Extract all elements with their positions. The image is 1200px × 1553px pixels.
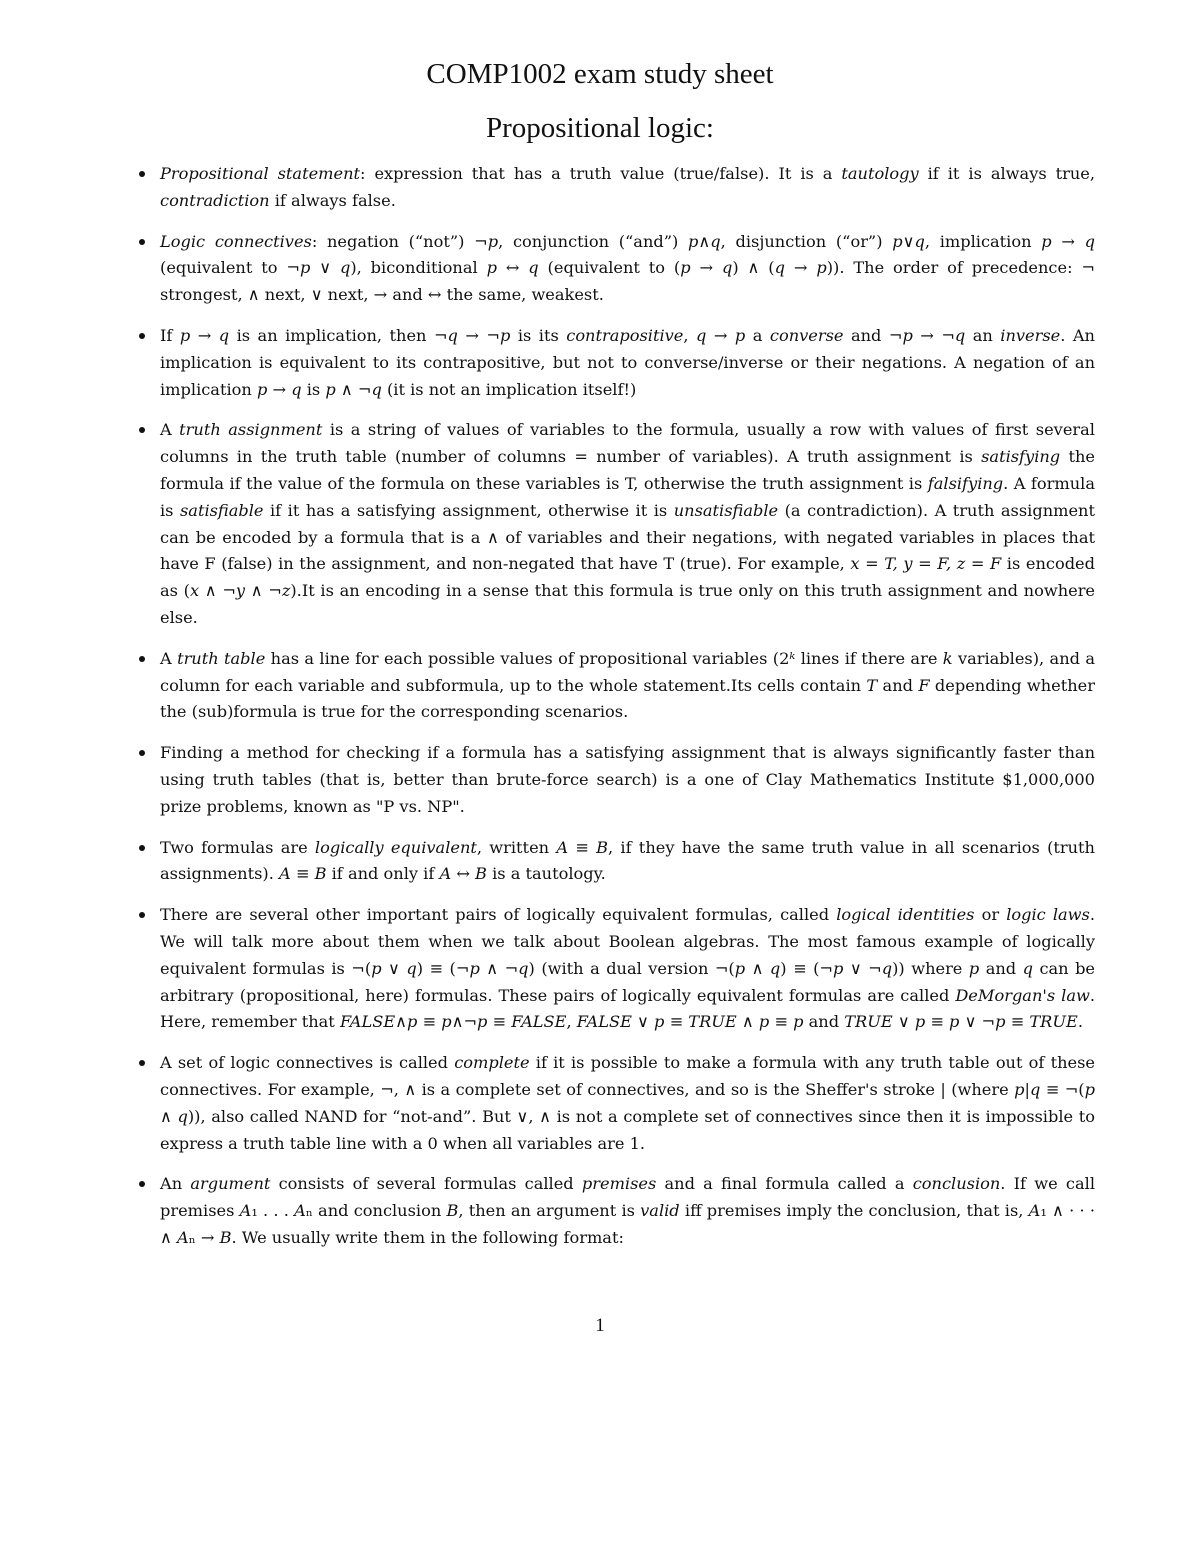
text-segment: is a string of values of variables to the formula, usually a row with values of first several columns in the truth table (number of columns = number of variables). A truth assignment is: [160, 420, 1095, 467]
italic-text: complete: [454, 1053, 530, 1073]
italic-text: satisfying: [981, 447, 1061, 467]
text-segment: There are several other important pairs of logically equivalent formulas, called: [160, 905, 837, 925]
text-segment: , conjunction (“and”): [498, 231, 689, 251]
text-segment: A set of logic connectives is called: [160, 1053, 455, 1073]
text-segment: , disjunction (“or”): [720, 231, 893, 251]
italic-text: q: [914, 231, 925, 251]
text-segment: ≡: [664, 1012, 689, 1032]
text-segment: Finding a method for checking if a formula has a satisfying assignment that is always significantly faster than using truth tables (that is, better than brute-force search) is a one of Clay Mathematics Institute $1,000,000 prize problems, known as "P vs. NP".: [160, 743, 1095, 816]
text-segment: , written: [476, 837, 557, 857]
list-item: [160, 323, 1095, 403]
list-item: [160, 835, 1095, 889]
text-segment: if it is possible to make a formula with any truth table out of these connectives. For example, ¬, ∧ is a complete set of connectives, and so is the Sheffer's stroke | (where: [160, 1053, 1096, 1099]
italic-text: FALSE: [339, 1012, 396, 1032]
italic-text: p: [995, 1012, 1006, 1032]
text-segment: ∨: [902, 231, 915, 251]
text-segment: consists of several formulas called: [270, 1174, 582, 1194]
text-segment: ) ≡ (¬: [780, 958, 833, 978]
text-segment: is: [301, 379, 326, 399]
text-segment: if it is always true,: [918, 164, 1096, 183]
italic-text: unsatisfiable: [673, 500, 779, 520]
text-segment: .: [1077, 1012, 1083, 1032]
italic-text: q: [954, 325, 966, 345]
text-segment: ∧ ¬: [335, 379, 372, 399]
italic-text: A: [439, 864, 452, 884]
italic-text: q: [769, 958, 781, 978]
text-segment: ∧ ¬: [199, 581, 236, 601]
italic-text: p: [968, 958, 980, 978]
text-segment: and: [803, 1012, 845, 1032]
italic-text: q: [447, 325, 458, 345]
list-item: [160, 1171, 1095, 1251]
text-segment: depending whether the (sub)formula is true for the corresponding scenarios.: [160, 675, 1095, 722]
italic-text: A: [1028, 1201, 1041, 1221]
italic-text: q: [881, 958, 893, 978]
italic-text: q: [177, 1106, 188, 1126]
italic-text: p: [734, 325, 746, 345]
text-segment: ∧: [745, 958, 770, 978]
italic-text: p: [758, 1012, 770, 1032]
italic-text: q: [1029, 1079, 1041, 1099]
text-segment: lines if there are: [795, 648, 943, 668]
italic-text: Logic connectives: [160, 231, 312, 251]
italic-text: p: [816, 258, 827, 278]
italic-text: argument: [190, 1174, 271, 1194]
text-segment: →: [784, 258, 817, 278]
text-segment: a: [745, 325, 770, 345]
italic-text: logic laws: [1006, 905, 1090, 925]
italic-text: valid: [640, 1201, 680, 1221]
text-segment: is its: [510, 325, 567, 345]
italic-text: p: [833, 958, 844, 978]
text-segment: is encoded as (: [160, 554, 1095, 601]
text-segment: : expression that has a truth value (true/false). It is a: [360, 164, 842, 183]
text-segment: ≡: [925, 1012, 950, 1032]
text-segment: →: [190, 325, 219, 345]
italic-text: p: [256, 379, 268, 399]
text-segment: ↔: [496, 258, 529, 278]
list-item: [160, 902, 1095, 1036]
list-item: [160, 1050, 1095, 1157]
italic-text: p: [486, 258, 497, 278]
list-item: [160, 646, 1095, 726]
text-segment: ).It is an encoding in a sense that this formula is true only on this truth assignment and nowhere else.: [160, 581, 1096, 627]
italic-text: q: [291, 379, 302, 399]
italic-text: tautology: [841, 164, 919, 183]
italic-text: p: [325, 379, 336, 399]
italic-text: Propositional statement: [160, 164, 361, 183]
italic-text: FALSE: [576, 1012, 632, 1032]
italic-text: p: [487, 231, 499, 251]
text-segment: |: [1024, 1079, 1030, 1099]
text-segment: →: [267, 379, 292, 399]
italic-text: A: [279, 864, 291, 884]
text-segment: A: [160, 648, 178, 668]
text-segment: →: [690, 258, 722, 278]
italic-text: p: [371, 958, 382, 978]
text-segment: , if they have the same truth value in all scenarios (truth assignments).: [160, 837, 1095, 884]
text-segment: →: [1051, 231, 1085, 251]
text-segment: has a line for each possible values of propositional variables (2: [265, 648, 790, 668]
italic-text: conclusion: [912, 1174, 1001, 1194]
italic-text: q: [339, 258, 351, 278]
italic-text: p: [688, 231, 699, 251]
text-segment: ∨: [892, 1012, 915, 1032]
text-segment: . We usually write them in the following format:: [231, 1227, 624, 1247]
italic-text: p: [1014, 1079, 1025, 1099]
text-segment: ∨: [310, 258, 340, 278]
text-segment: ) ≡ (¬: [416, 958, 470, 978]
text-segment: and a final formula called a: [656, 1174, 913, 1194]
italic-text: A: [294, 1201, 306, 1221]
italic-text: q: [406, 958, 417, 978]
text-segment: ∧ ¬: [245, 581, 282, 601]
text-segment: ₙ and conclusion: [305, 1201, 447, 1221]
text-segment: ∧: [698, 231, 711, 251]
italic-text: falsifying: [927, 473, 1004, 493]
text-segment: ∧: [736, 1012, 759, 1032]
text-segment: (a contradiction). A truth assignment can be encoded by a formula that is a ∧ of variables and their negations, with negated variables in places that have F (false) in the assignment, and non-negated that have T (true). For example,: [160, 500, 1095, 574]
italic-text: q: [1022, 958, 1033, 978]
italic-text: q: [721, 258, 733, 278]
text-segment: can be arbitrary (propositional, here) formulas. These pairs of logically equivalent formulas are called: [160, 958, 1096, 1005]
text-segment: )). The order of precedence: ¬ strongest, ∧ next, ∨ next, → and ↔ the same, weakest.: [160, 258, 1095, 305]
text-segment: (equivalent to ¬: [160, 258, 300, 278]
text-segment: and ¬: [843, 325, 903, 345]
italic-text: B: [446, 1201, 459, 1221]
italic-text: A: [239, 1201, 252, 1221]
text-segment: ₁ . . .: [251, 1201, 295, 1221]
text-segment: an: [965, 325, 1001, 345]
italic-text: p: [299, 258, 311, 278]
italic-text: p: [680, 258, 691, 278]
text-segment: ≡: [769, 1012, 794, 1032]
italic-text: p: [949, 1012, 960, 1032]
text-segment: . Here, remember that: [160, 985, 1095, 1032]
text-segment: → ¬: [457, 325, 500, 345]
italic-text: contradiction: [160, 190, 270, 210]
text-segment: ≡: [290, 864, 315, 884]
text-segment: is a tautology.: [486, 864, 606, 884]
document-title: COMP1002 exam study sheet: [426, 58, 774, 90]
italic-text: p: [179, 325, 191, 345]
italic-text: FALSE: [511, 1012, 567, 1032]
list-item: [160, 740, 1095, 820]
text-segment: ≡: [568, 837, 597, 857]
italic-text: y: [235, 581, 246, 601]
text-segment: ≡: [1005, 1012, 1030, 1032]
text-segment: ∧: [395, 1012, 407, 1032]
italic-text: TRUE: [688, 1012, 737, 1032]
text-segment: ,: [683, 325, 697, 345]
list-item: [160, 229, 1095, 309]
list-item: [160, 417, 1095, 631]
italic-text: p: [892, 231, 903, 251]
text-segment: ≡: [417, 1012, 442, 1032]
text-segment: the formula if the value of the formula on these variables is T, otherwise the truth assignment is: [160, 447, 1095, 493]
text-segment: ∨ ¬: [959, 1012, 996, 1032]
italic-text: q: [710, 231, 721, 251]
italic-text: q: [218, 325, 230, 345]
italic-text: k: [942, 648, 953, 668]
italic-text: q: [518, 958, 529, 978]
text-segment: if it has a satisfying assignment, otherwise it is: [263, 500, 674, 520]
text-segment: and: [877, 675, 919, 695]
italic-text: p: [469, 958, 480, 978]
italic-text: A: [177, 1227, 189, 1247]
italic-text: A: [556, 837, 569, 857]
italic-text: ᵏ: [789, 648, 796, 668]
italic-text: TRUE: [844, 1012, 893, 1032]
italic-text: p: [654, 1012, 665, 1032]
italic-text: satisfiable: [179, 500, 264, 520]
text-segment: ↔: [451, 864, 476, 884]
text-segment: . We will talk more about them when we talk about Boolean algebras. The most famous example of logically equivalent formulas is ¬(: [160, 905, 1095, 978]
text-segment: ) ∧ (: [732, 258, 775, 278]
italic-text: p: [477, 1012, 488, 1032]
text-segment: ₁ ∧ · · · ∧: [160, 1201, 1095, 1247]
text-segment: : negation (“not”) ¬: [311, 231, 488, 251]
italic-text: converse: [769, 325, 844, 345]
list-item: [160, 161, 1095, 215]
italic-text: contrapositive: [566, 325, 684, 345]
text-segment: or: [974, 905, 1007, 925]
italic-text: p: [441, 1012, 452, 1032]
text-segment: . An implication is equivalent to its contrapositive, but not to converse/inverse or their negations. A negation of an implication: [160, 325, 1095, 399]
bullet-list: [160, 161, 1095, 1266]
text-segment: and: [979, 958, 1023, 978]
text-segment: variables), and a column for each variable and subformula, up to the whole statement.Its cells contain: [160, 648, 1095, 695]
page-number: 1: [595, 1315, 605, 1336]
text-segment: . A formula is: [160, 473, 1095, 520]
section-heading: Propositional logic:: [486, 112, 714, 144]
text-segment: Two formulas are: [160, 837, 315, 857]
text-segment: ≡: [487, 1012, 512, 1032]
text-segment: if always false.: [269, 190, 396, 210]
text-segment: ) (with a dual version ¬(: [528, 958, 735, 978]
italic-text: p: [407, 1012, 418, 1032]
italic-text: p: [1041, 231, 1052, 251]
text-segment: →: [706, 325, 735, 345]
text-segment: (equivalent to (: [538, 258, 681, 278]
italic-text: p: [793, 1012, 804, 1032]
text-segment: , then an argument is: [458, 1201, 641, 1221]
text-segment: ∨: [631, 1012, 655, 1032]
italic-text: q: [774, 258, 785, 278]
text-segment: )), also called NAND for “not-and”. But ∨, ∧ is not a complete set of connectives since then it is impossible to express a truth table line with a 0 when all variables are 1.: [160, 1106, 1095, 1153]
italic-text: q: [371, 379, 382, 399]
text-segment: An: [160, 1174, 191, 1194]
italic-text: logically equivalent: [314, 837, 477, 857]
italic-text: z: [281, 581, 291, 601]
text-segment: ∨ ¬: [843, 958, 882, 978]
text-segment: ), biconditional: [350, 258, 487, 278]
text-segment: ₙ →: [188, 1227, 220, 1247]
text-segment: ∨: [381, 958, 407, 978]
text-segment: A: [160, 420, 180, 440]
italic-text: DeMorgan's law: [955, 985, 1090, 1005]
italic-text: logical identities: [836, 905, 975, 925]
text-segment: (it is not an implication itself!): [381, 379, 637, 399]
text-segment: . If we call premises: [160, 1174, 1096, 1221]
text-segment: ,: [566, 1012, 577, 1032]
italic-text: truth table: [177, 648, 266, 668]
italic-text: truth assignment: [179, 420, 323, 440]
italic-text: p: [499, 325, 511, 345]
italic-text: B: [314, 864, 327, 884]
italic-text: B: [596, 837, 608, 857]
text-segment: → ¬: [912, 325, 955, 345]
italic-text: premises: [581, 1174, 657, 1194]
text-segment: ∧¬: [451, 1012, 478, 1032]
italic-text: F: [918, 675, 930, 695]
italic-text: p: [914, 1012, 926, 1032]
italic-text: p: [1084, 1079, 1095, 1099]
italic-text: B: [219, 1227, 232, 1247]
text-segment: is an implication, then ¬: [229, 325, 448, 345]
text-segment: if and only if: [326, 864, 440, 884]
italic-text: T: [866, 675, 878, 695]
text-segment: , implication: [924, 231, 1042, 251]
text-segment: ∧ ¬: [479, 958, 519, 978]
italic-text: TRUE: [1029, 1012, 1078, 1032]
italic-text: inverse: [1000, 325, 1061, 345]
italic-text: B: [475, 864, 487, 884]
italic-text: x = T, y = F, z = F: [850, 554, 1002, 574]
text-segment: )) where: [892, 958, 969, 978]
text-segment: If: [160, 325, 180, 345]
italic-text: q: [696, 325, 707, 345]
italic-text: q: [1084, 231, 1095, 251]
italic-text: q: [528, 258, 539, 278]
italic-text: p: [902, 325, 913, 345]
italic-text: x: [189, 581, 200, 601]
text-segment: ∧: [160, 1106, 178, 1126]
text-segment: ≡ ¬(: [1040, 1079, 1085, 1099]
italic-text: p: [734, 958, 746, 978]
text-segment: iff premises imply the conclusion, that is,: [679, 1201, 1029, 1221]
